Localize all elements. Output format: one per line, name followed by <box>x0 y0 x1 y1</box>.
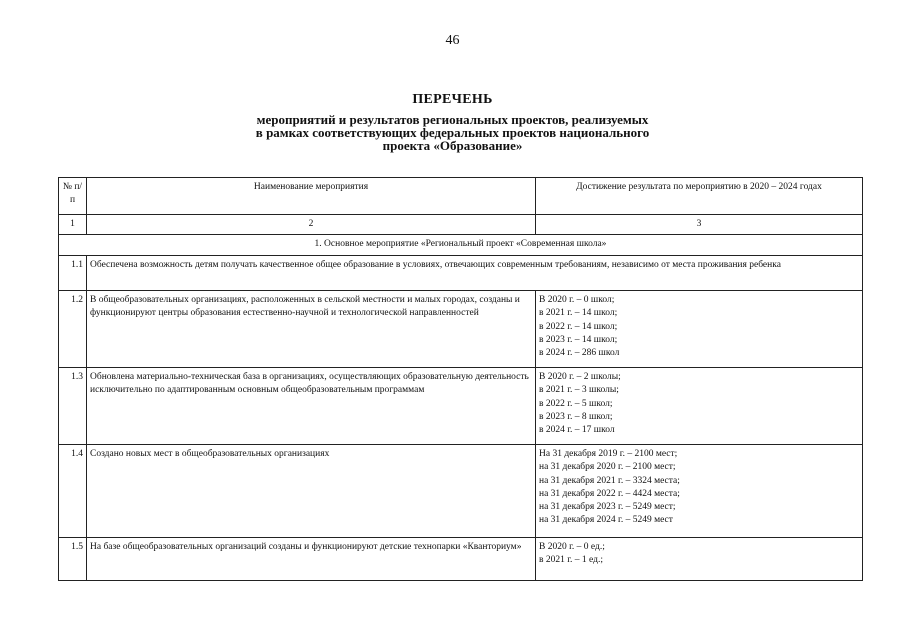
result-line: на 31 декабря 2023 г. – 5249 мест; <box>539 502 676 513</box>
row-num: 1.1 <box>59 256 87 291</box>
row-name: Обеспечена возможность детям получать качественное общее образование в условиях, отвечающих современным требованиям, независимо от места проживания ребенка <box>87 256 863 291</box>
result-line: В 2020 г. – 0 школ; <box>539 295 615 306</box>
table-row <box>59 256 863 291</box>
row-num: 1.2 <box>59 291 87 368</box>
result-line: в 2021 г. – 14 школ; <box>539 308 618 319</box>
subtitle-line: проекта «Образование» <box>382 138 523 153</box>
document-title: ПЕРЕЧЕНЬ <box>412 92 493 107</box>
result-line: в 2024 г. – 286 школ <box>539 348 620 359</box>
row-num: 1.3 <box>59 368 87 445</box>
table-row <box>59 368 863 445</box>
table-row <box>59 445 863 538</box>
row-name: Создано новых мест в общеобразовательных организациях <box>87 445 536 538</box>
page-number: 46 <box>445 33 460 48</box>
row-results <box>536 368 863 445</box>
row-results <box>536 538 863 581</box>
result-line: в 2021 г. – 3 школы; <box>539 385 619 396</box>
row-results <box>536 291 863 368</box>
row-num: 1.4 <box>59 445 87 538</box>
result-line: на 31 декабря 2022 г. – 4424 места; <box>539 488 680 499</box>
result-line: в 2023 г. – 14 школ; <box>539 334 618 345</box>
row-name: На базе общеобразовательных организаций созданы и функционируют детские технопарки «Кванториум» <box>87 538 536 581</box>
result-line: в 2022 г. – 14 школ; <box>539 321 618 332</box>
table-header-row <box>59 178 863 215</box>
result-line: в 2022 г. – 5 школ; <box>539 398 613 409</box>
row-name: Обновлена материально-техническая база в организациях, осуществляющих образовательную деятельность исключительно по адаптированным основным общеобразовательным программам <box>87 368 536 445</box>
result-line: на 31 декабря 2024 г. – 5249 мест <box>539 515 673 526</box>
subtitle-line: мероприятий и результатов региональных проектов, реализуемых <box>256 112 649 127</box>
subtitle-line: в рамках соответствующих федеральных проектов национального <box>255 125 650 140</box>
result-line: в 2021 г. – 1 ед.; <box>539 555 603 566</box>
section-row <box>59 235 863 256</box>
result-line: В 2020 г. – 0 ед.; <box>539 542 605 553</box>
column-index-row <box>59 215 863 235</box>
result-line: в 2024 г. – 17 школ <box>539 425 615 436</box>
row-num: 1.5 <box>59 538 87 581</box>
header-num: № п/п <box>59 178 87 215</box>
column-index-cell: 3 <box>536 215 863 235</box>
document-subtitle <box>0 113 905 152</box>
result-line: В 2020 г. – 2 школы; <box>539 372 621 383</box>
column-index-cell: 1 <box>59 215 87 235</box>
header-result: Достижение результата по мероприятию в 2020 – 2024 годах <box>536 178 863 215</box>
table-row <box>59 538 863 581</box>
measures-table <box>58 177 863 581</box>
column-index-cell: 2 <box>87 215 536 235</box>
document-title-block <box>0 93 905 152</box>
result-line: на 31 декабря 2020 г. – 2100 мест; <box>539 462 676 473</box>
row-results <box>536 445 863 538</box>
header-name: Наименование мероприятия <box>87 178 536 215</box>
row-name: В общеобразовательных организациях, расположенных в сельской местности и малых городах, созданы и функционируют центры образования естественно-научной и технологической направленностей <box>87 291 536 368</box>
result-line: в 2023 г. – 8 школ; <box>539 411 613 422</box>
result-line: на 31 декабря 2021 г. – 3324 места; <box>539 475 680 486</box>
section-title: 1. Основное мероприятие «Региональный проект «Современная школа» <box>59 235 863 256</box>
result-line: На 31 декабря 2019 г. – 2100 мест; <box>539 449 678 460</box>
table-row <box>59 291 863 368</box>
